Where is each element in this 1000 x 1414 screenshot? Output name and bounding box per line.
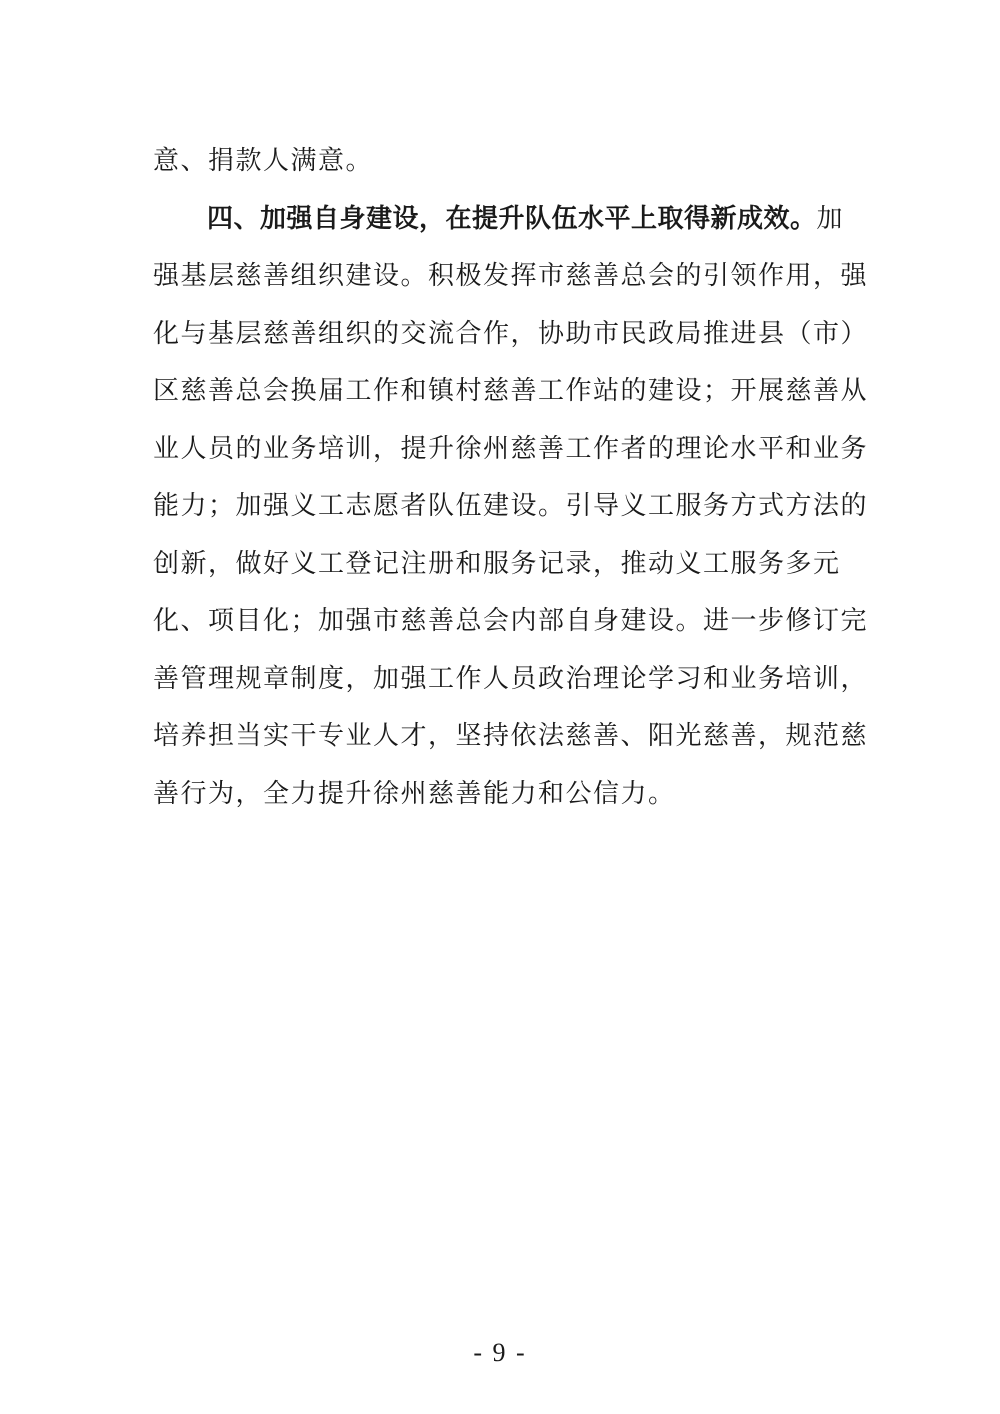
body-text — [153, 133, 869, 823]
section-four-first-line — [153, 191, 853, 249]
text-line: 化与基层慈善组织的交流合作，协助市民政局推进县（市） — [153, 318, 869, 349]
text-line: 善行为，全力提升徐州慈善能力和公信力。 — [153, 778, 676, 809]
text-line: 善管理规章制度，加强工作人员政治理论学习和业务培训， — [153, 663, 869, 694]
text-line: 强基层慈善组织建设。积极发挥市慈善总会的引领作用，强 — [153, 261, 869, 291]
text-line: 业人员的业务培训，提升徐州慈善工作者的理论水平和业务 — [153, 433, 869, 464]
section-lead-text: 加 — [816, 203, 845, 234]
text-line: 化、项目化；加强市慈善总会内部自身建设。进一步修订完 — [153, 606, 869, 636]
text-line: 区慈善总会换届工作和镇村慈善工作站的建设；开展慈善从 — [153, 376, 869, 406]
text-line: 能力；加强义工志愿者队伍建设。引导义工服务方式方法的 — [153, 491, 869, 521]
section-heading: 四、加强自身建设，在提升队伍水平上取得新成效。 — [207, 203, 817, 234]
text-line: 意、捐款人满意。 — [153, 146, 374, 176]
page-number: - 9 - — [473, 1338, 527, 1367]
text-line: 培养担当实干专业人才，坚持依法慈善、阳光慈善，规范慈 — [153, 721, 869, 751]
text-line: 创新，做好义工登记注册和服务记录，推动义工服务多元 — [153, 548, 841, 579]
